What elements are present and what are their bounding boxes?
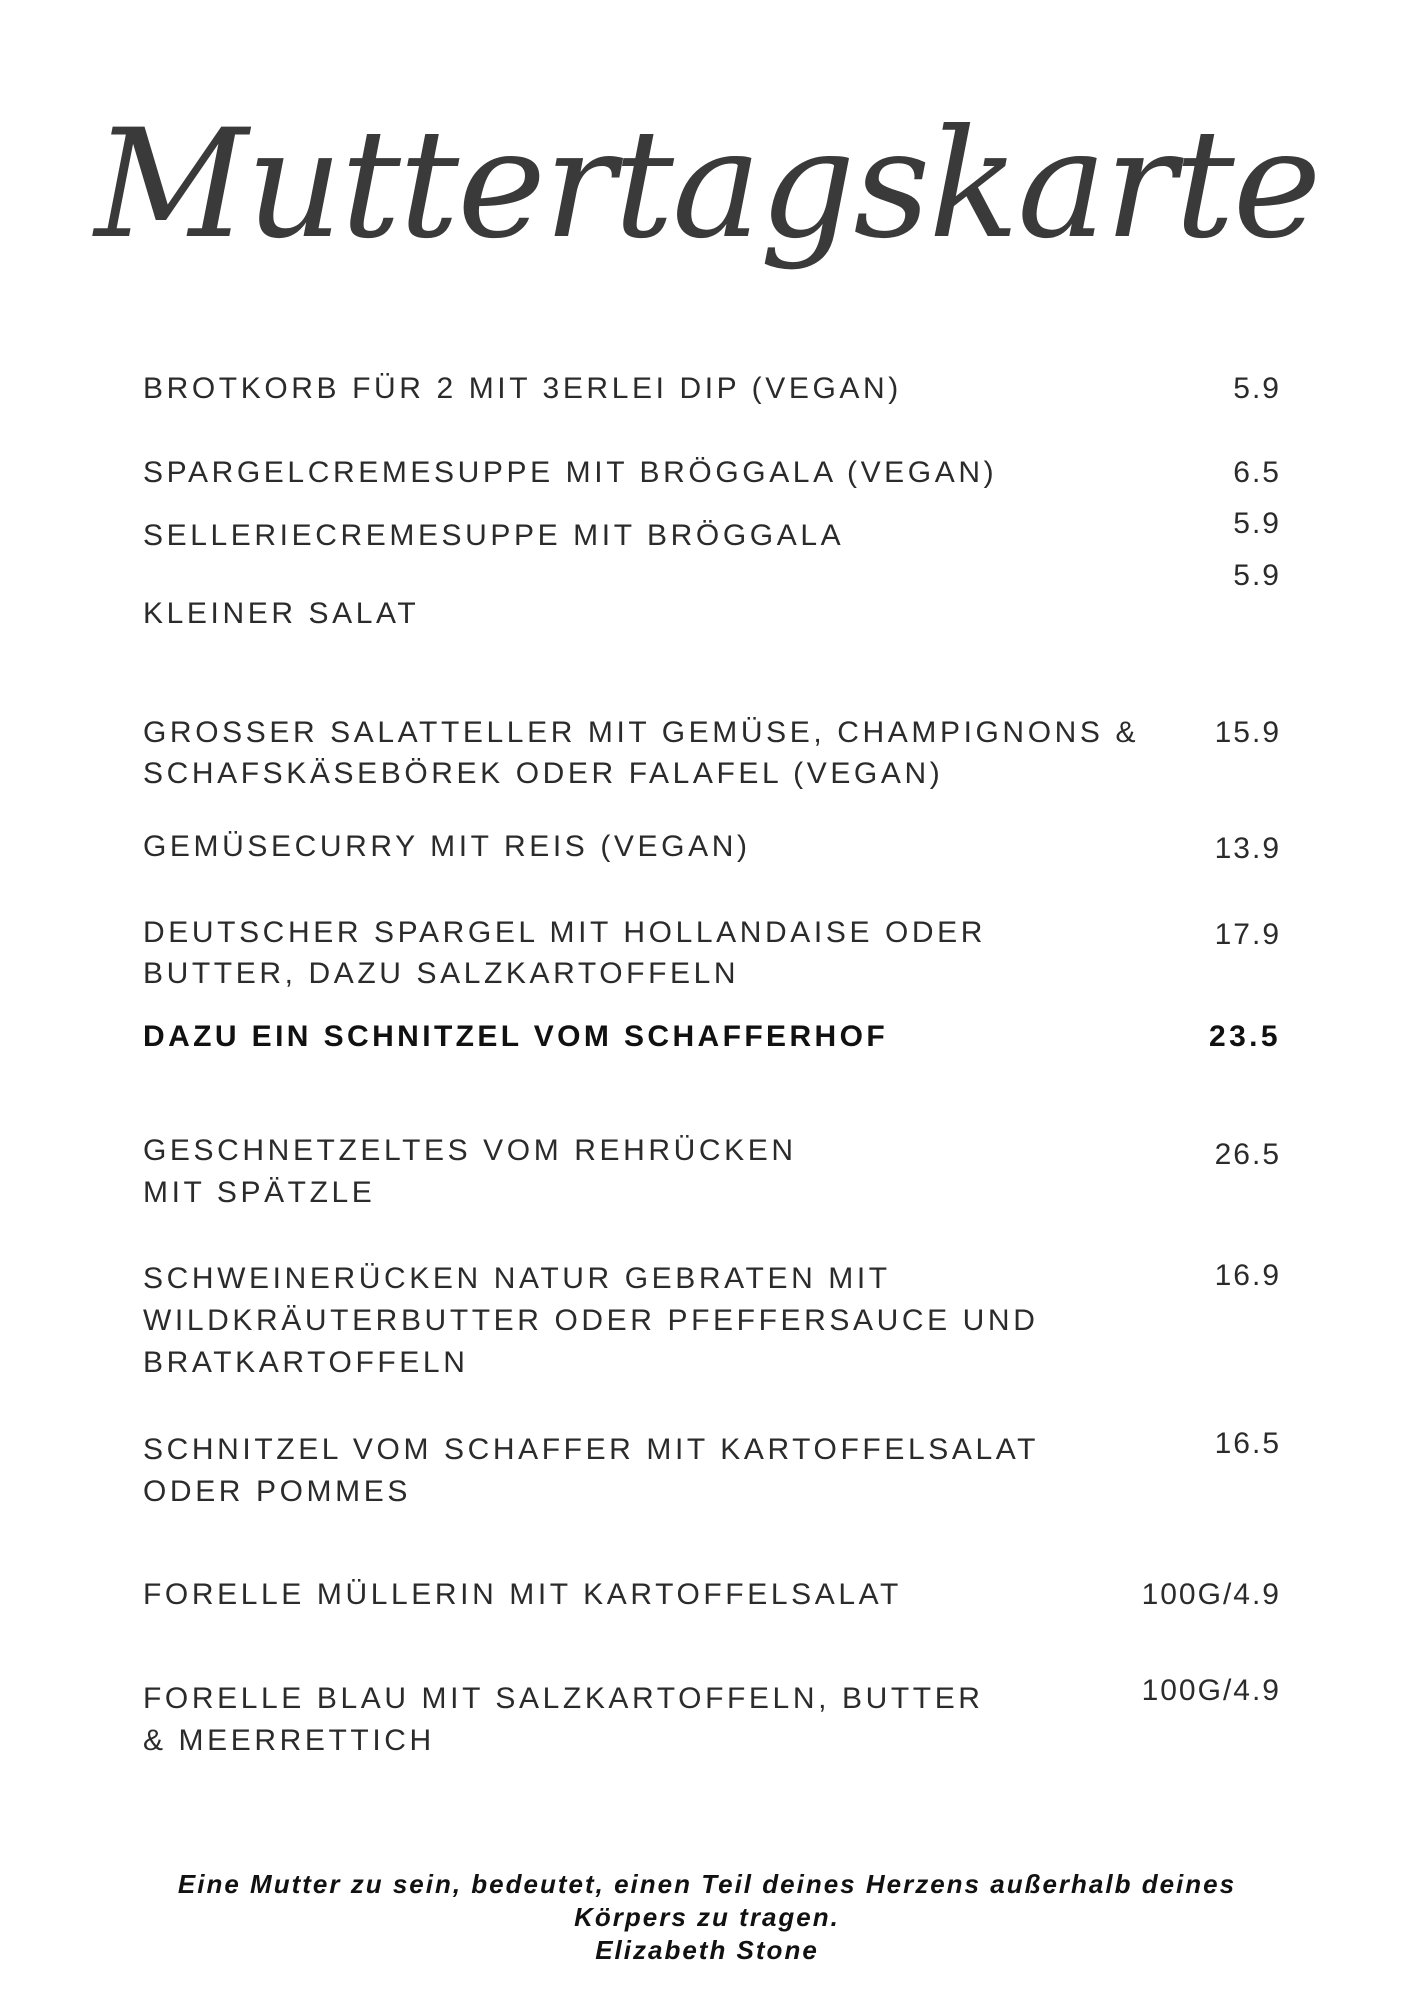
- menu-item-name: SPARGELCREMESUPPE MIT BRÖGGALA (VEGAN): [143, 456, 998, 489]
- menu-item-price: 100G/4.9: [1141, 1674, 1281, 1707]
- menu-item-name-line: WILDKRÄUTERBUTTER ODER PFEFFERSAUCE UND: [143, 1304, 1039, 1337]
- menu-item-price: 5.9: [1233, 372, 1281, 405]
- menu-title: Muttertagskarte: [94, 98, 1320, 272]
- menu-item-price: 5.9: [1233, 559, 1281, 592]
- menu-item-name-line: BRATKARTOFFELN: [143, 1346, 469, 1379]
- menu-item-name-line: FORELLE BLAU MIT SALZKARTOFFELN, BUTTER: [143, 1682, 984, 1715]
- menu-item-name: SELLERIECREMESUPPE MIT BRÖGGALA: [143, 519, 845, 552]
- menu-item-name: KLEINER SALAT: [143, 597, 420, 630]
- menu-item-name: FORELLE MÜLLERIN MIT KARTOFFELSALAT: [143, 1578, 902, 1611]
- menu-item-name: BROTKORB FÜR 2 MIT 3ERLEI DIP (VEGAN): [143, 372, 902, 405]
- menu-item-price: 17.9: [1214, 918, 1281, 951]
- menu-item-price: 26.5: [1214, 1138, 1281, 1171]
- menu-item-name-line: MIT SPÄTZLE: [143, 1176, 376, 1209]
- menu-item-name-line: GESCHNETZELTES VOM REHRÜCKEN: [143, 1134, 797, 1167]
- menu-item-name-line: SCHAFSKÄSEBÖREK ODER FALAFEL (VEGAN): [143, 757, 944, 790]
- menu-item-name-line: SCHWEINERÜCKEN NATUR GEBRATEN MIT: [143, 1262, 891, 1295]
- menu-item-name-highlight: DAZU EIN SCHNITZEL VOM SCHAFFERHOF: [143, 1020, 889, 1053]
- menu-item-price: 13.9: [1214, 832, 1281, 865]
- menu-item-price: 6.5: [1233, 456, 1281, 489]
- menu-item-name-line: SCHNITZEL VOM SCHAFFER MIT KARTOFFELSALAT: [143, 1433, 1040, 1466]
- menu-item-name-line: BUTTER, DAZU SALZKARTOFFELN: [143, 957, 740, 990]
- menu-item-price-highlight: 23.5: [1209, 1020, 1281, 1053]
- menu-item-price: 100G/4.9: [1141, 1578, 1281, 1611]
- menu-item-name-line: DEUTSCHER SPARGEL MIT HOLLANDAISE ODER: [143, 916, 987, 949]
- menu-item-price: 16.5: [1214, 1427, 1281, 1460]
- menu-item-name-line: GROSSER SALATTELLER MIT GEMÜSE, CHAMPIGNONS &: [143, 716, 1140, 749]
- quote-line: Körpers zu tragen.: [574, 1902, 840, 1932]
- quote-author: Elizabeth Stone: [595, 1935, 819, 1965]
- menu-item-name: GEMÜSECURRY MIT REIS (VEGAN): [143, 830, 751, 863]
- menu-item-price: 16.9: [1214, 1259, 1281, 1292]
- quote-line: Eine Mutter zu sein, bedeutet, einen Teil deines Herzens außerhalb deines: [177, 1869, 1237, 1899]
- menu-item-price: 15.9: [1214, 716, 1281, 749]
- menu-item-price: 5.9: [1233, 507, 1281, 540]
- closing-quote: [0, 1868, 1414, 1967]
- menu-item-name-line: ODER POMMES: [143, 1475, 411, 1508]
- menu-item-name-line: & MEERRETTICH: [143, 1724, 435, 1757]
